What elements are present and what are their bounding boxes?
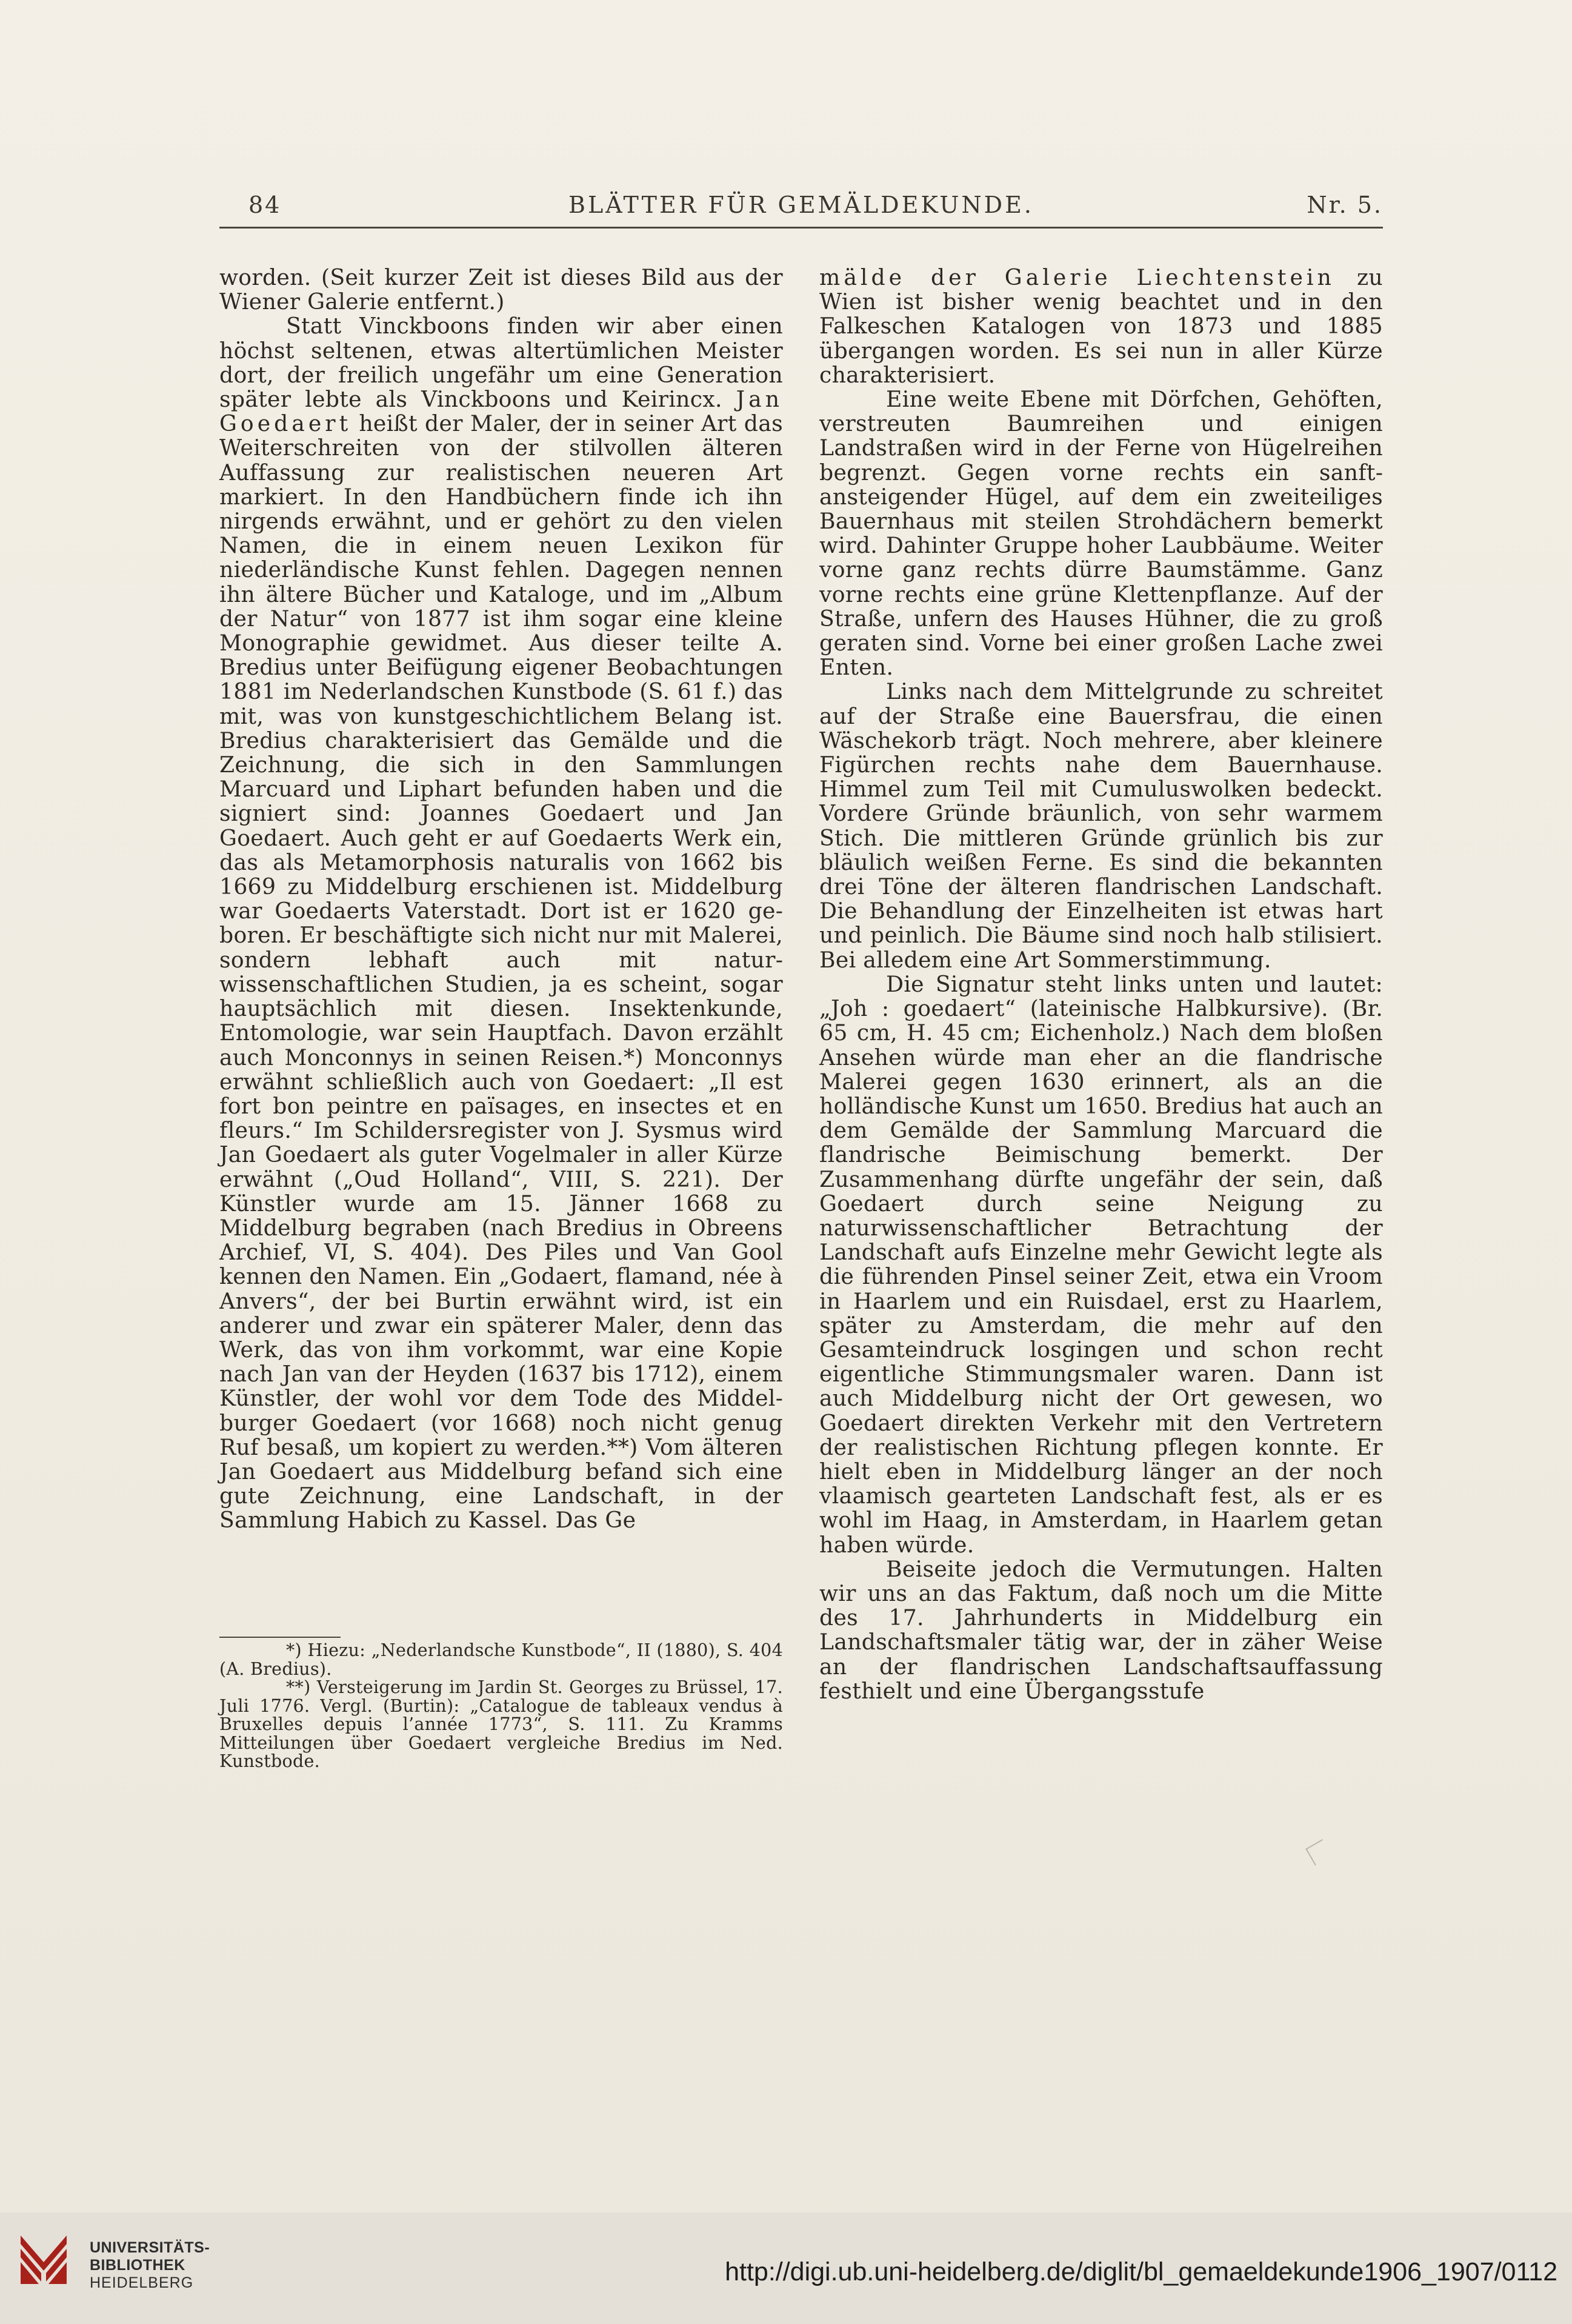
issue-number: Nr. 5. <box>1307 192 1383 218</box>
text-segment: Links nach dem Mittelgrunde zu schreitet auf der Straße eine Bauersfrau, die einen Wäschekorb trägt. Noch mehrere, aber kleinere Figürchen rechts nahe dem Bauernhause. Himmel zum Teil mit Cumuluswolken bedeckt. Vordere Gründe bräunlich, von sehr warmem Stich. Die mittleren Gründe grünlich bis zur bläulich weißen Ferne. Es sind die bekannten drei Töne der älteren flandrischen Landschaft. Die Behandlung der Einzelheiten ist etwas hart und peinlich. Die Bäume sind noch halb stilisiert. Bei alledem eine Art Sommerstimmung. <box>819 678 1383 973</box>
header-rule <box>219 227 1383 229</box>
paragraph <box>819 265 1383 387</box>
paragraph <box>819 680 1383 972</box>
footnote-2: **) Versteigerung im Jardin St. Georges zu Brüssel, 17. Juli 1776. Vergl. (Burtin): „Catalogue de tableaux vendus à Bruxelles depuis l’année 1773“, S. 111. Zu Kramms Mitteilungen über Goedaert vergleiche Bredius im Ned. Kunstbode. <box>219 1677 783 1771</box>
right-column <box>819 265 1383 1703</box>
text-segment: zu Wien ist bisher wenig beachtet und in den Falkeschen Katalogen von 1873 und 1885 übergangen worden. Es sei nun in aller Kürze charakterisiert. <box>819 264 1383 388</box>
text-segment: heißt der Maler, der in seiner Art das Weiterschreiten von der stilvollen älteren Auffassung zur realistischen neueren Art markiert. In den Handbüchern finde ich ihn nirgends erwähnt, und er gehört zu den vielen Namen, die in einem neuen Lexikon für niederländische Kunst fehlen. Dagegen nennen ihn ältere Bücher und Kataloge, und im „Album der Natur“ von 1877 ist ihm sogar eine kleine Monographie gewidmet. Aus dieser teilte A. Bredius unter Beifügung eigener Beobachtungen 1881 im Nederlandschen Kunstbode (S. 61 f.) das mit, was von kunstgeschichtlichem Belang ist. Bredius charakterisiert das Gemälde und die Zeichnung, die sich in den Sammlungen Marcuard und Liphart befunden haben und die signiert sind: Joannes Goedaert und Jan Goedaert. Auch geht er auf Goedaerts Werk ein, das als Metamorphosis naturalis von 1662 bis 1669 zu Middelburg erschienen ist. Middelburg war Goedaerts Vaterstadt. Dort ist er 1620 geboren. Er beschäftigte sich nicht nur mit Malerei, sondern lebhaft auch mit naturwissenschaftlichen Studien, ja es scheint, sogar hauptsächlich mit diesen. Insektenkunde, Entomologie, war sein Hauptfach. Davon erzählt auch Monconnys in seinen Reisen.*) Monconnys erwähnt schließlich auch von Goedaert: „Il est fort bon peintre en païsages, en insectes et en fleurs.“ Im Schildersregister von J. Sysmus wird Jan Goedaert als guter Vogelmaler in aller Kürze erwähnt („Oud Holland“, VIII, S. 221). Der Künstler wurde am 15. Jänner 1668 zu Middelburg begraben (nach Bredius in Obreens Archief, VI, S. 404). Des Piles und Van Gool kennen den Namen. Ein „Godaert, flamand, née à Anvers“, der bei Burtin erwähnt wird, ist ein anderer und zwar ein späterer Maler, denn das Werk, das von ihm vorkommt, war eine Kopie nach Jan van der Heyden (1637 bis 1712), einem Künstler, der wohl vor dem Tode des Middelburger Goedaert (vor 1668) noch nicht genug Ruf besaß, um kopiert zu werden.**) Vom älteren Jan Goedaert aus Middelburg befand sich eine gute Zeichnung, eine Landschaft, in der Sammlung Habich zu Kassel. Das Ge <box>219 410 783 1534</box>
pencil-mark <box>1305 1839 1332 1866</box>
university-library-logo-icon <box>7 2223 80 2296</box>
emphasized-name: Jan Goedaert <box>219 386 783 437</box>
paragraph <box>219 314 783 1532</box>
text-segment: Eine weite Ebene mit Dörfchen, Gehöften, verstreuten Baumreihen und einigen Landstraßen wird in der Ferne von Hügelreihen begrenzt. Gegen vorne rechts ein sanftansteigender Hügel, auf dem ein zweiteiliges Bauernhaus mit steilen Strohdächern bemerkt wird. Dahinter Gruppe hoher Laubbäume. Weiter vorne ganz rechts dürre Baumstämme. Ganz vorne rechts eine grüne Klettenpflanze. Auf der Straße, unfern des Hauses Hühner, die zu groß geraten sind. Vorne bei einer großen Lache zwei Enten. <box>819 386 1383 681</box>
page-number: 84 <box>248 192 282 218</box>
library-line-2: BIBLIOTHEK <box>90 2257 185 2274</box>
paragraph <box>819 387 1383 680</box>
running-header <box>219 187 1383 223</box>
paragraph <box>819 972 1383 1557</box>
library-line-1: UNIVERSITÄTS- <box>90 2239 210 2256</box>
paragraph <box>219 265 783 314</box>
emphasized-name: mälde der Galerie Liechtenstein <box>819 264 1335 290</box>
text-segment: worden. (Seit kurzer Zeit ist dieses Bild aus der Wiener Galerie entfernt.) <box>219 264 783 315</box>
text-segment: Die Signatur steht links unten und lautet: „Joh : goedaert“ (lateinische Halbkursive). (Br. 65 cm, H. 45 cm; Eichenholz.) Nach dem bloßen Ansehen würde man eher an die flandrische Malerei gegen 1630 erinnert, als an die holländische Kunst um 1650. Bredius hat auch an dem Gemälde der Sammlung Marcuard die flandrische Beimischung bemerkt. Der Zusammenhang dürfte ungefähr der sein, daß Goedaert durch seine Neigung zu naturwissenschaftlicher Betrachtung der Landschaft aufs Einzelne mehr Gewicht legte als die führenden Pinsel seiner Zeit, etwa ein Vroom in Haarlem und ein Ruisdael, erst zu Haarlem, später zu Amsterdam, die mehr auf den Gesamteindruck losgingen und schon recht eigentliche Stimmungsmaler waren. Dann ist auch Middelburg nicht der Ort gewesen, wo Goedaert direkten Verkehr mit den Vertretern der realistischen Richtung pflegen konnte. Er hielt eben in Middelburg länger an der noch vlaamisch gearteten Landschaft fest, als er es wohl im Haag, in Amsterdam, in Haarlem getan haben würde. <box>819 970 1383 1558</box>
digital-url-link[interactable]: http://digi.ub.uni-heidelberg.de/diglit/bl_gemaeldekunde1906_1907/0112 <box>725 2257 1557 2286</box>
text-segment: Beiseite jedoch die Vermutungen. Halten wir uns an das Faktum, daß noch um die Mitte des 17. Jahrhunderts in Middelburg ein Landschaftsmaler tätig war, der in zäher Weise an der flandrischen Landschaftsauffassung festhielt und eine Übergangsstufe <box>819 1555 1383 1704</box>
library-line-3: HEIDELBERG <box>90 2274 194 2291</box>
library-name <box>90 2239 296 2292</box>
journal-title: BLÄTTER FÜR GEMÄLDEKUNDE. <box>568 192 1034 218</box>
paragraph <box>819 1557 1383 1703</box>
footnote-rule <box>219 1637 341 1638</box>
left-column <box>219 265 783 1533</box>
footnote-1: *) Hiezu: „Nederlandsche Kunstbode“, II (1880), S. 404 (A. Bredius). <box>219 1640 783 1679</box>
text-segment: Statt Vinckboons finden wir aber einen höchst seltenen, etwas altertümlichen Meister dort, der freilich ungefähr um eine Generation später lebte als Vinckboons und Keirincx. <box>219 313 783 413</box>
footnotes <box>219 1641 783 1771</box>
